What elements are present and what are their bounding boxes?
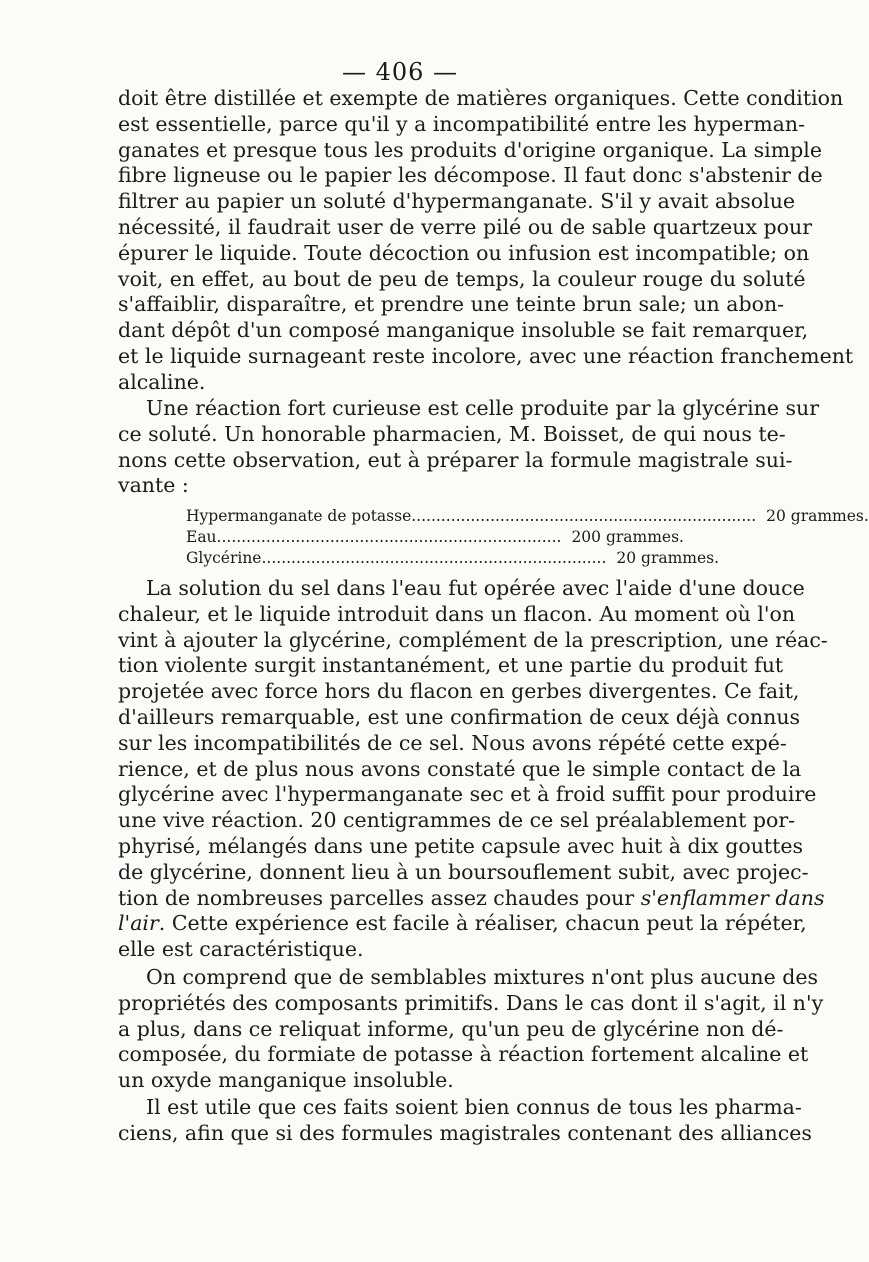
formula-row [186, 506, 869, 527]
text-line: tion violente surgit instantanément, et une partie du produit fut [118, 653, 784, 678]
leader-dots [217, 527, 562, 548]
text-line: alcaline. [118, 369, 206, 394]
leader-dots [261, 548, 606, 569]
text-line: propriétés des composants primitifs. Dans le cas dont il s'agit, il n'y [118, 990, 824, 1015]
formula-item: Hypermanganate de potasse [186, 507, 412, 525]
paragraph-2 [118, 396, 820, 499]
text-line: sur les incompatibilités de ce sel. Nous avons répété cette expé- [118, 730, 787, 755]
text-line: vante : [118, 473, 189, 498]
text-run: . Cette expérience est facile à réaliser, chacun peut la répéter, [158, 911, 807, 936]
text-line: une vive réaction. 20 centigrammes de ce sel préalablement por- [118, 808, 796, 833]
text-line: chaleur, et le liquide introduit dans un flacon. Au moment où l'on [118, 601, 796, 626]
text-line: On comprend que de semblables mixtures n'ont plus aucune des [146, 965, 819, 989]
formula-quantity: 200 grammes. [571, 528, 684, 546]
text-line: est essentielle, parce qu'il y a incompatibilité entre les hyperman- [118, 111, 806, 136]
formula-quantity: 20 grammes. [766, 507, 869, 525]
text-line: phyrisé, mélangés dans une petite capsule avec huit à dix gouttes [118, 833, 804, 858]
formula-quantity: 20 grammes. [616, 549, 720, 567]
text-line: projetée avec force hors du flacon en gerbes divergentes. Ce fait, [118, 679, 800, 704]
text-line: ciens, afin que si des formules magistrales contenant des alliances [118, 1120, 812, 1145]
text-line: elle est caractéristique. [118, 937, 364, 962]
text-line [118, 885, 825, 912]
text-line: dant dépôt d'un composé manganique insoluble se fait remarquer, [118, 318, 809, 343]
text-line: d'ailleurs remarquable, est une confirmation de ceux déjà connus [118, 704, 801, 729]
text-line: voit, en effet, au bout de peu de temps, la couleur rouge du soluté [118, 266, 806, 291]
text-line: Une réaction fort curieuse est celle produite par la glycérine sur [146, 396, 820, 420]
text-line: nécessité, il faudrait user de verre pilé ou de sable quartzeux pour [118, 214, 812, 239]
text-run: tion de nombreuses parcelles assez chaudes pour [118, 885, 641, 910]
formula-item: Eau [186, 528, 217, 546]
text-line: fibre ligneuse ou le papier les décompose. Il faut donc s'abstenir de [118, 163, 823, 188]
text-line: ganates et presque tous les produits d'origine organique. La simple [118, 137, 822, 162]
text-line [118, 911, 807, 937]
text-line: de glycérine, donnent lieu à un boursouflement subit, avec projec- [118, 859, 809, 884]
text-line: composée, du formiate de potasse à réaction fortement alcaline et [118, 1042, 809, 1067]
text-line: et le liquide surnageant reste incolore, avec une réaction franchement [118, 343, 854, 368]
formula-list [186, 506, 869, 569]
text-line: épurer le liquide. Toute décoction ou infusion est incompatible; on [118, 240, 810, 265]
text-line: doit être distillée et exempte de matières organiques. Cette condition [118, 86, 844, 110]
text-line: s'affaiblir, disparaître, et prendre une teinte brun sale; un abon- [118, 292, 785, 317]
text-line: nons cette observation, eut à préparer la formule magistrale sui- [118, 447, 793, 472]
paragraph-3 [118, 576, 828, 963]
text-line: rience, et de plus nous avons constaté que le simple contact de la [118, 756, 802, 781]
paragraph-1 [118, 86, 854, 396]
text-line: glycérine avec l'hypermanganate sec et à froid suffit pour produire [118, 782, 817, 807]
text-line: vint à ajouter la glycérine, complément de la prescription, une réac- [118, 627, 828, 652]
formula-row [186, 548, 720, 569]
leader-dots [411, 506, 756, 527]
text-line: a plus, dans ce reliquat informe, qu'un peu de glycérine non dé- [118, 1016, 784, 1041]
text-line: La solution du sel dans l'eau fut opérée avec l'aide d'une douce [146, 576, 805, 600]
paragraph-4 [118, 965, 824, 1094]
italic-text: s'enflammer dans [640, 885, 825, 910]
italic-text: l'air [118, 911, 159, 936]
text-line: un oxyde manganique insoluble. [118, 1068, 454, 1093]
page-number: — 406 — [341, 58, 459, 86]
formula-item: Glycérine [186, 549, 262, 567]
paragraph-5 [118, 1095, 812, 1147]
text-line: ce soluté. Un honorable pharmacien, M. Boisset, de qui nous te- [118, 421, 786, 446]
text-line: filtrer au papier un soluté d'hypermanganate. S'il y avait absolue [118, 189, 796, 214]
formula-row [186, 527, 684, 548]
text-line: Il est utile que ces faits soient bien connus de tous les pharma- [146, 1095, 802, 1119]
